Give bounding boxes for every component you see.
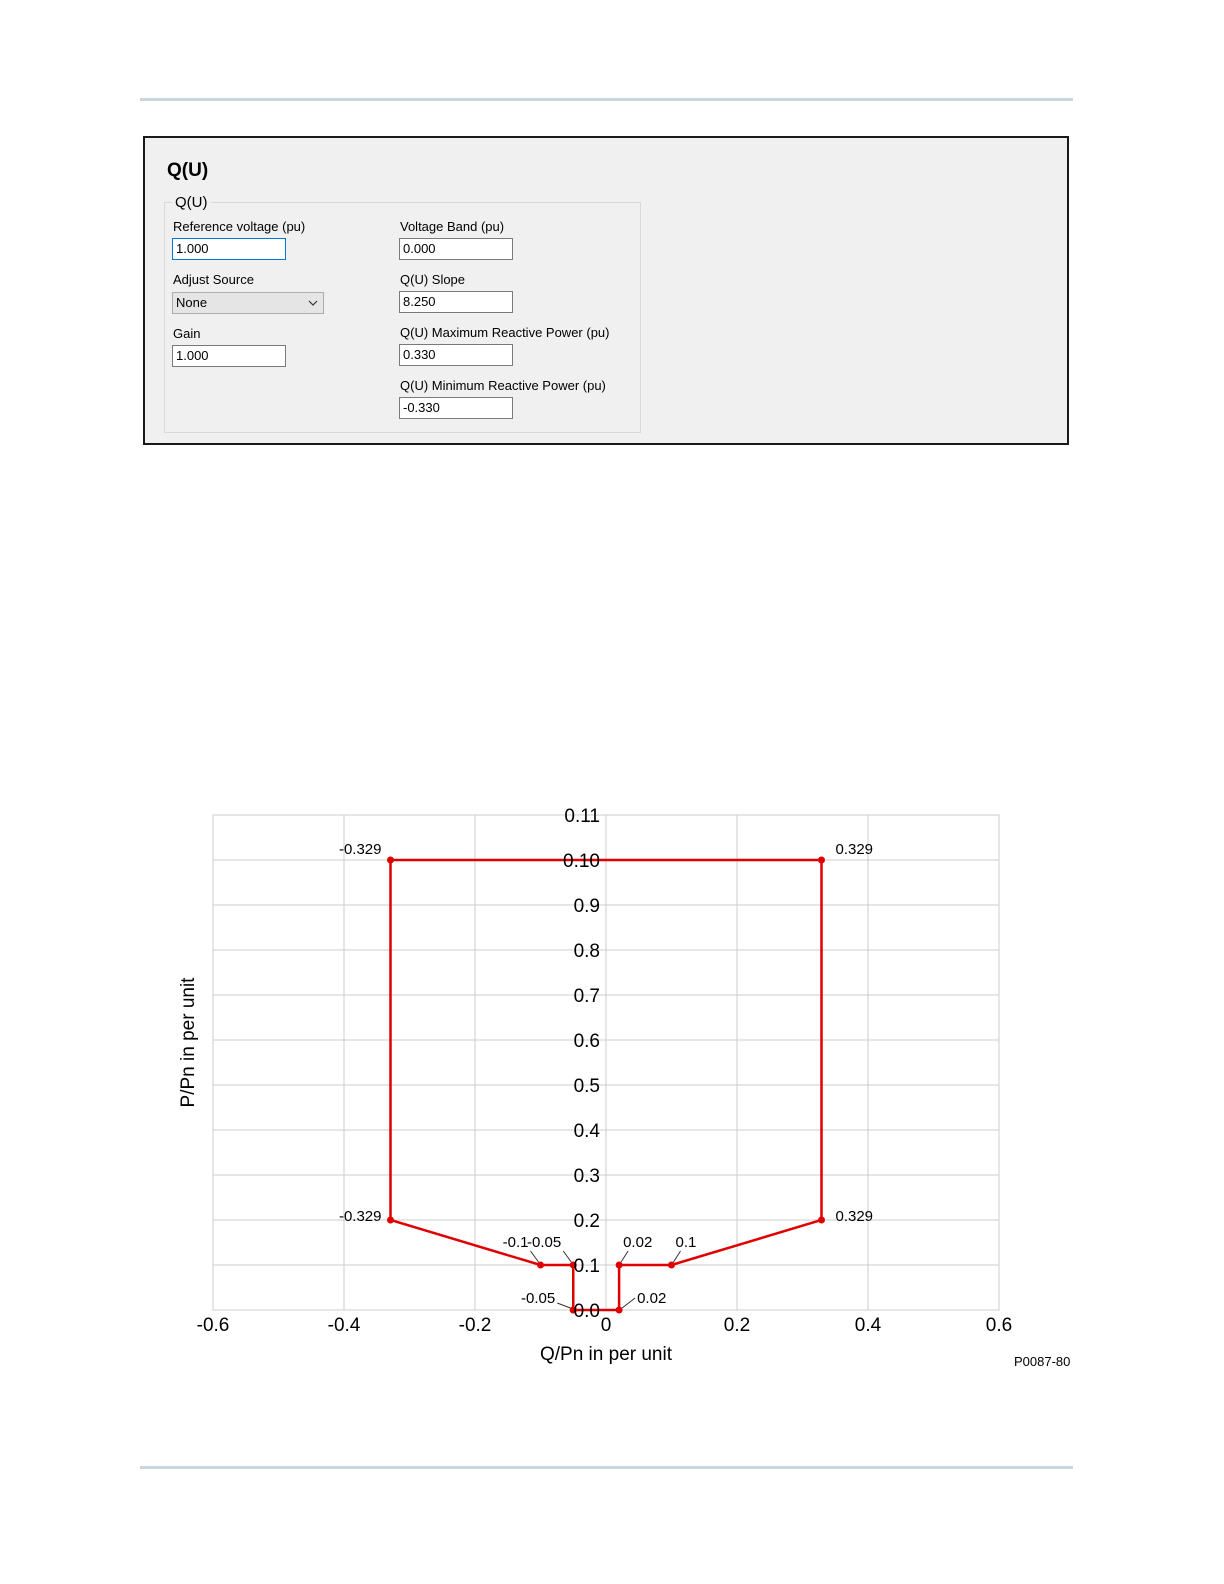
curve-point xyxy=(616,1262,623,1269)
point-label-leader xyxy=(563,1251,571,1262)
x-tick-label: 0.6 xyxy=(985,1315,1013,1336)
x-tick-label: 0.2 xyxy=(723,1315,751,1336)
y-tick-label: 0.6 xyxy=(573,1031,600,1052)
x-tick-label: 0 xyxy=(600,1315,612,1336)
point-label-leader xyxy=(674,1251,681,1262)
adjust-source-value: None xyxy=(176,295,208,310)
point-label: -0.1 xyxy=(502,1234,529,1251)
point-label: -0.05 xyxy=(521,1290,556,1307)
point-label: 0.329 xyxy=(835,841,874,858)
reference-voltage-input[interactable]: 1.000 xyxy=(172,238,286,260)
y-axis-label: P/Pn in per unit xyxy=(178,977,199,1108)
figure-code: P0087-80 xyxy=(1014,1354,1071,1369)
x-tick-label: -0.2 xyxy=(458,1315,492,1336)
x-tick-label: -0.4 xyxy=(327,1315,361,1336)
gain-label: Gain xyxy=(173,326,201,341)
point-label: 0.02 xyxy=(637,1290,667,1307)
curve-point xyxy=(387,857,394,864)
qu-settings-panel xyxy=(143,136,1069,445)
max-reactive-power-label: Q(U) Maximum Reactive Power (pu) xyxy=(400,325,610,340)
x-axis-label: Q/Pn in per unit xyxy=(539,1344,673,1365)
groupbox-label: Q(U) xyxy=(172,194,211,211)
curve-point xyxy=(387,1217,394,1224)
point-label-leader xyxy=(557,1303,570,1308)
y-tick-label: 0.9 xyxy=(573,896,600,917)
footer-rule xyxy=(140,1466,1073,1469)
curve-point xyxy=(668,1262,675,1269)
y-tick-label: 0.1 xyxy=(573,1256,600,1277)
y-tick-label: 0.0 xyxy=(573,1301,600,1322)
y-tick-label: 0.3 xyxy=(573,1166,600,1187)
voltage-band-label: Voltage Band (pu) xyxy=(400,219,505,234)
curve-point xyxy=(818,857,825,864)
max-reactive-power-input[interactable]: 0.330 xyxy=(399,344,513,366)
y-tick-label: 0.5 xyxy=(573,1076,600,1097)
point-label-leader xyxy=(622,1298,635,1308)
chevron-down-icon xyxy=(307,296,319,310)
adjust-source-label: Adjust Source xyxy=(173,272,254,287)
x-tick-label: -0.6 xyxy=(196,1315,230,1336)
min-reactive-power-input[interactable]: -0.330 xyxy=(399,397,513,419)
curve-point xyxy=(818,1217,825,1224)
curve-point xyxy=(616,1307,623,1314)
chart-grid xyxy=(213,815,999,1310)
point-label-leader xyxy=(621,1251,628,1262)
y-tick-label: 0.8 xyxy=(573,941,600,962)
gain-input[interactable]: 1.000 xyxy=(172,345,286,367)
point-label: -0.329 xyxy=(338,841,382,858)
header-rule xyxy=(140,98,1073,101)
point-label: -0.05 xyxy=(527,1234,562,1251)
y-tick-label: 0.10 xyxy=(563,851,600,872)
point-label-leader xyxy=(531,1251,539,1262)
reference-voltage-label: Reference voltage (pu) xyxy=(173,219,306,234)
slope-input[interactable]: 8.250 xyxy=(399,291,513,313)
adjust-source-select[interactable] xyxy=(172,292,324,314)
x-tick-label: 0.4 xyxy=(854,1315,882,1336)
point-label: -0.329 xyxy=(338,1208,382,1225)
y-tick-label: 0.7 xyxy=(573,986,600,1007)
point-label: 0.329 xyxy=(835,1208,874,1225)
qp-capability-chart xyxy=(160,790,1060,1380)
point-label: 0.02 xyxy=(623,1234,653,1251)
y-tick-label: 0.4 xyxy=(573,1121,600,1142)
panel-title: Q(U) xyxy=(167,160,209,181)
min-reactive-power-label: Q(U) Minimum Reactive Power (pu) xyxy=(400,378,606,393)
voltage-band-input[interactable]: 0.000 xyxy=(399,238,513,260)
curve-point xyxy=(537,1262,544,1269)
y-tick-label: 0.11 xyxy=(564,806,600,827)
y-tick-label: 0.2 xyxy=(573,1211,600,1232)
slope-label: Q(U) Slope xyxy=(400,272,466,287)
point-label: 0.1 xyxy=(675,1234,697,1251)
